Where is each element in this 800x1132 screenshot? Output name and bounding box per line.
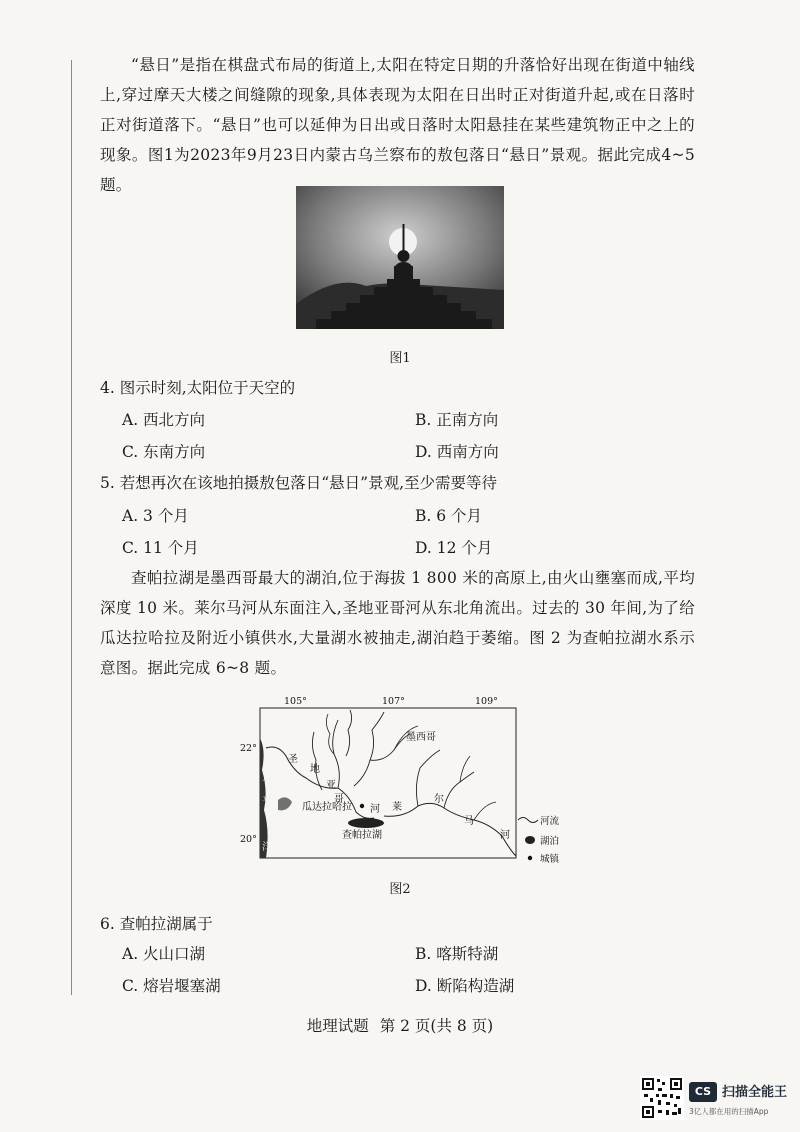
q6-option-b: B. 喀斯特湖 — [415, 945, 499, 963]
legend-lake-icon — [525, 836, 535, 844]
ocean-char-1: 太 — [262, 772, 272, 783]
lat-label-20: 20° — [240, 834, 257, 845]
legend-river-icon — [518, 818, 538, 823]
question-5-stem: 5. 若想再次在该地拍摄敖包落日“悬日”景观,至少需要等待 — [100, 474, 497, 492]
question-4-stem: 4. 图示时刻,太阳位于天空的 — [100, 379, 296, 397]
footer-subject: 地理试题 — [306, 1017, 369, 1035]
camscanner-app-name: 扫描全能王 — [722, 1085, 788, 1100]
legend-river-label: 河流 — [540, 816, 560, 827]
aobao-sunset-image — [296, 186, 504, 329]
q5-option-c: C. 11 个月 — [122, 539, 199, 557]
passage-lake-chapala: 查帕拉湖是墨西哥最大的湖泊,位于海拔 1 800 米的高原上,由火山壅塞而成,平均深度 10 米。莱尔马河从东面注入,圣地亚哥河从东北角流出。过去的 30 年间,为了给瓜达拉哈拉及附近小镇供水,大量湖水被抽走,湖泊趋于萎缩。图 2 为查帕拉湖水系示意图。据此完成 6~8 题。 — [100, 569, 695, 677]
figure1-caption: 图1 — [389, 351, 411, 366]
santiago-char-5: 河 — [370, 804, 380, 815]
q5-option-a: A. 3 个月 — [122, 507, 189, 525]
santiago-char-2: 地 — [310, 764, 320, 775]
figure2-caption: 图2 — [389, 882, 411, 897]
lat-label-22: 22° — [240, 743, 257, 754]
q5-option-d: D. 12 个月 — [415, 539, 493, 557]
lerma-char-3: 马 — [464, 816, 474, 827]
camscanner-tagline: 3亿人都在用的扫描App — [689, 1107, 769, 1116]
footer-page-number: 第 2 页(共 8 页) — [379, 1017, 494, 1035]
figure2-map — [234, 690, 566, 870]
lerma-char-4: 河 — [500, 830, 510, 841]
guadalajara-label: 瓜达拉哈拉 — [302, 802, 352, 813]
q4-option-d: D. 西南方向 — [415, 443, 499, 461]
figure1-photo — [296, 186, 504, 329]
country-label: 墨西哥 — [406, 732, 436, 743]
ocean-char-3: 洋 — [262, 842, 272, 853]
lerma-char-2: 尔 — [434, 794, 444, 805]
binding-line — [71, 60, 72, 995]
q4-option-b: B. 正南方向 — [415, 411, 499, 429]
santiago-char-1: 圣 — [288, 754, 298, 765]
lon-label-107: 107° — [382, 696, 405, 707]
legend-town-label: 城镇 — [540, 854, 560, 865]
camscanner-logo-icon: CS — [689, 1082, 717, 1102]
question-6-stem: 6. 查帕拉湖属于 — [100, 915, 213, 933]
map-legend — [518, 815, 561, 865]
chapala-lake-label: 查帕拉湖 — [342, 830, 382, 841]
lon-label-105: 105° — [284, 696, 307, 707]
guadalajara-dot — [360, 804, 364, 808]
ocean-char-2: 平 — [262, 796, 272, 807]
qr-code-icon — [640, 1076, 684, 1120]
lerma-char-1: 莱 — [392, 802, 402, 813]
q6-option-c: C. 熔岩堰塞湖 — [122, 977, 221, 995]
page-footer — [0, 1014, 800, 1036]
q6-option-a: A. 火山口湖 — [122, 945, 206, 963]
santiago-char-3: 亚 — [326, 780, 336, 791]
lon-label-109: 109° — [475, 696, 498, 707]
chapala-lake-shape — [348, 818, 384, 828]
santiago-char-4: 哥 — [334, 794, 344, 805]
legend-town-icon — [528, 856, 532, 860]
q4-option-c: C. 东南方向 — [122, 443, 206, 461]
passage-sunset-alignment: “悬日”是指在棋盘式布局的街道上,太阳在特定日期的升落恰好出现在街道中轴线上,穿过摩天大楼之间缝隙的现象,具体表现为太阳在日出时正对街道升起,或在日落时正对街道落下。“悬日”也可以延伸为日出或日落时太阳悬挂在某些建筑物正中之上的现象。图1为2023年9月23日内蒙古乌兰察布的敖包落日“悬日”景观。据此完成4~5题。 — [100, 56, 695, 194]
legend-lake-label: 湖泊 — [540, 836, 560, 847]
chapala-drainage-map — [234, 690, 566, 870]
q5-option-b: B. 6 个月 — [415, 507, 483, 525]
q4-option-a: A. 西北方向 — [122, 411, 206, 429]
q6-option-d: D. 断陷构造湖 — [415, 977, 515, 995]
